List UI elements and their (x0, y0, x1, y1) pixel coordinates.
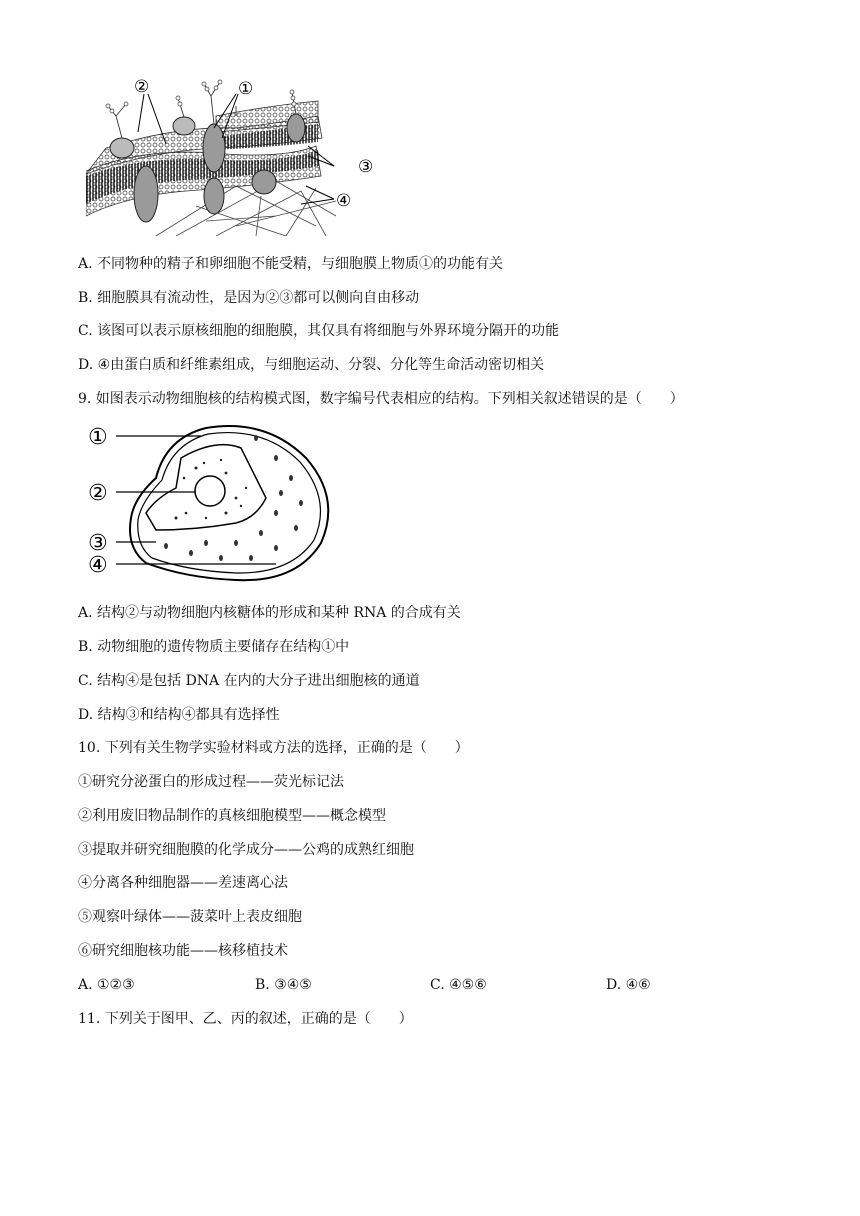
q10-option-d: D. ④⑥ (606, 977, 651, 993)
q9-stem: 9. 如图表示动物细胞核的结构模式图，数字编号代表相应的结构。下列相关叙述错误的是（ ） (78, 391, 684, 407)
q8-option-d: D. ④由蛋白质和纤维素组成，与细胞运动、分裂、分化等生命活动密切相关 (78, 357, 545, 373)
q10-option-a: A. ①②③ (78, 977, 135, 993)
q9-option-b: B. 动物细胞的遗传物质主要储存在结构①中 (78, 639, 350, 655)
q9-option-d: D. 结构③和结构④都具有选择性 (78, 707, 280, 723)
label-3-text: ③ (88, 531, 108, 556)
q10-stem: 10. 下列有关生物学实验材料或方法的选择，正确的是（ ） (78, 740, 469, 756)
q9-option-c: C. 结构④是包括 DNA 在内的大分子进出细胞核的通道 (78, 673, 420, 689)
q10-item-6: ⑥研究细胞核功能——核移植技术 (78, 943, 288, 959)
q10-item-4: ④分离各种细胞器——差速离心法 (78, 875, 288, 891)
q10-option-c: C. ④⑤⑥ (430, 977, 487, 993)
q10-item-2: ②利用废旧物品制作的真核细胞模型——概念模型 (78, 808, 386, 824)
q10-item-5: ⑤观察叶绿体——菠菜叶上表皮细胞 (78, 909, 302, 925)
q10-option-b: B. ③④⑤ (255, 977, 312, 993)
q8-option-a: A. 不同物种的精子和卵细胞不能受精，与细胞膜上物质①的功能有关 (78, 256, 504, 272)
label-4-text: ④ (336, 191, 352, 211)
q8-option-b: B. 细胞膜具有流动性，是因为②③都可以侧向自由移动 (78, 290, 420, 306)
label-2-text: ② (134, 77, 150, 97)
label-1-text: ① (88, 425, 108, 450)
q11-stem: 11. 下列关于图甲、乙、丙的叙述，正确的是（ ） (78, 1011, 413, 1027)
cell-membrane-figure (86, 76, 396, 236)
label-1-text: ① (238, 79, 254, 99)
q10-item-3: ③提取并研究细胞膜的化学成分——公鸡的成熟红细胞 (78, 842, 414, 858)
label-3-text: ③ (358, 157, 374, 177)
cell-nucleus-figure (86, 418, 346, 588)
label-4-text: ④ (88, 553, 108, 578)
label-2-text: ② (88, 481, 108, 506)
q9-option-a: A. 结构②与动物细胞内核糖体的形成和某种 RNA 的合成有关 (78, 605, 461, 621)
q8-option-c: C. 该图可以表示原核细胞的细胞膜，其仅具有将细胞与外界环境分隔开的功能 (78, 323, 560, 339)
q10-item-1: ①研究分泌蛋白的形成过程——荧光标记法 (78, 774, 344, 790)
